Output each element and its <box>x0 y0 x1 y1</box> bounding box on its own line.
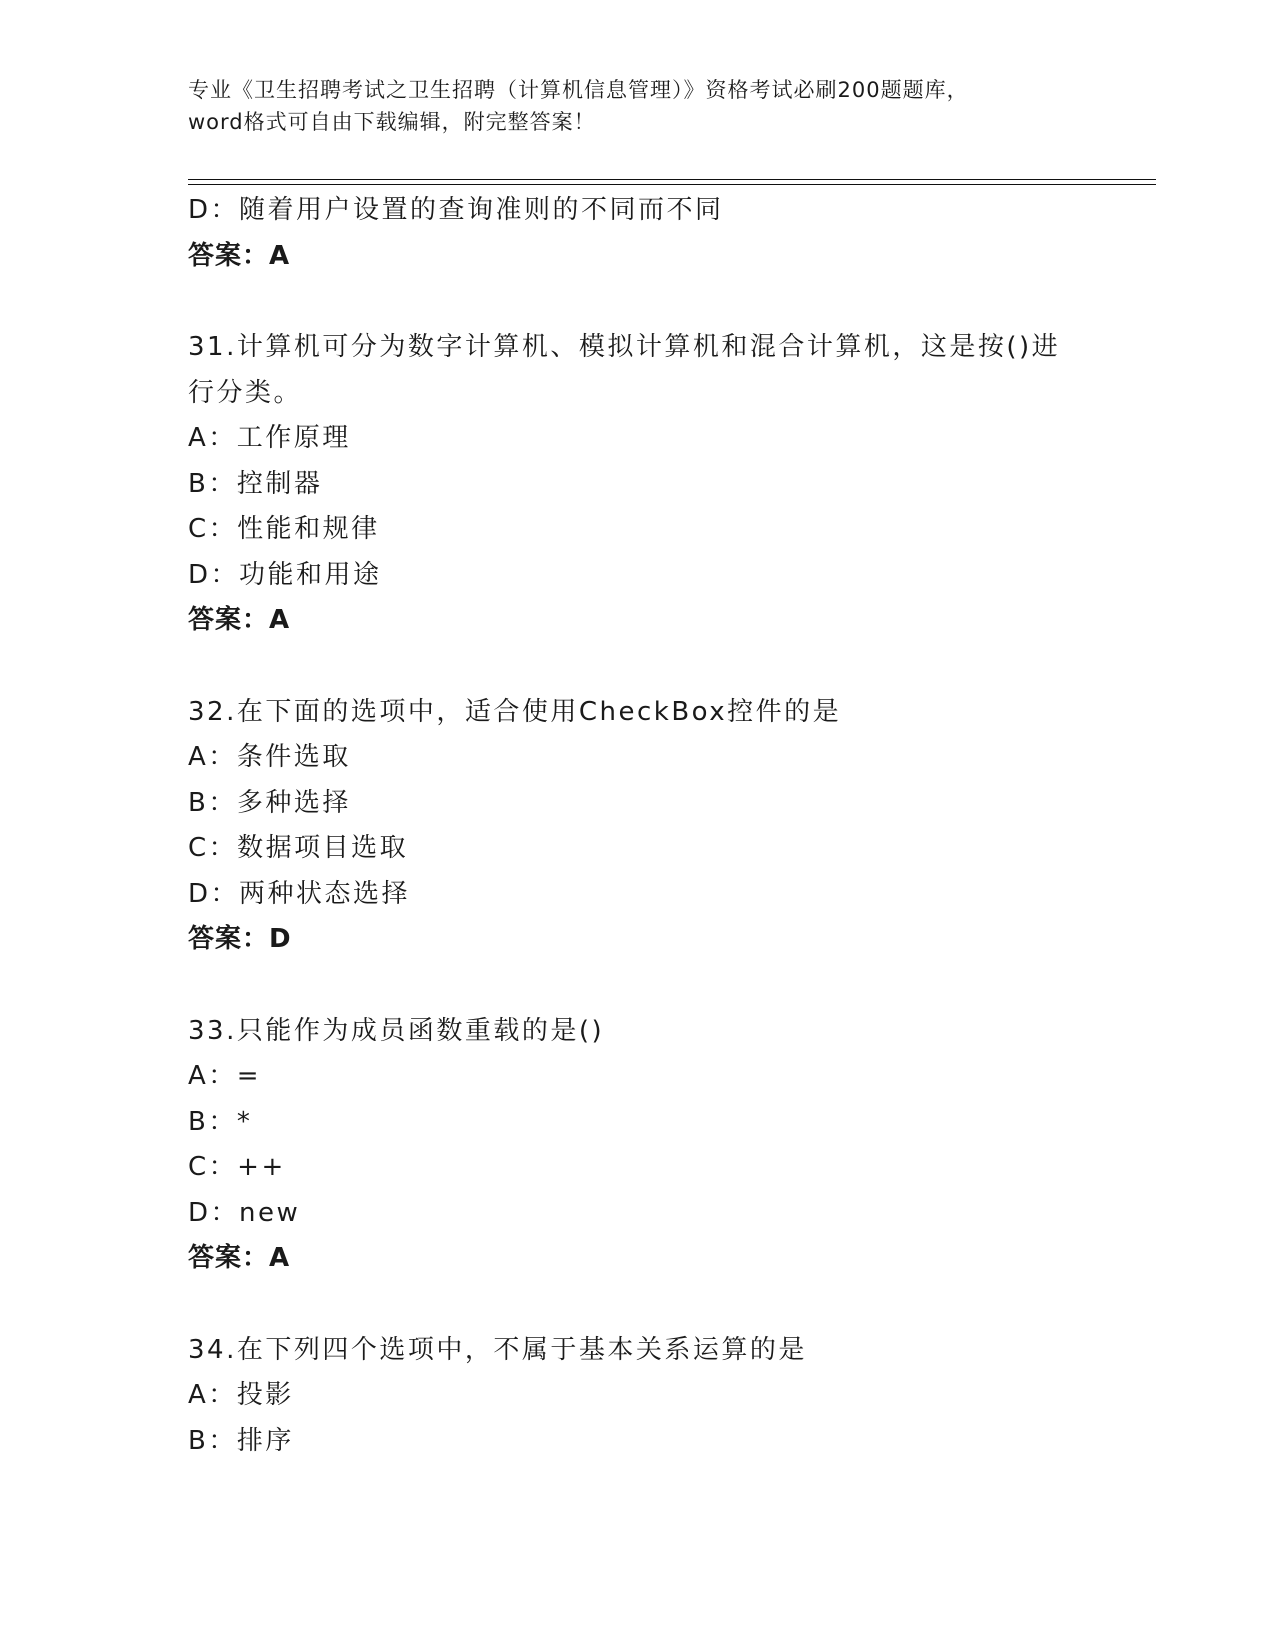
option-b: B：排序 <box>188 1425 294 1456</box>
answer: 答案：A <box>188 1243 291 1273</box>
option-a: A：条件选取 <box>188 742 351 772</box>
question-33 <box>188 1009 1088 1282</box>
prev-question-option-d: D：随着用户设置的查询准则的不同而不同 <box>188 195 724 225</box>
option-c: C：性能和规律 <box>188 514 380 544</box>
document-header <box>188 74 1088 138</box>
header-divider-top <box>188 179 1156 180</box>
question-stem: 31.计算机可分为数字计算机、模拟计算机和混合计算机，这是按()进行分类。 <box>188 332 1061 408</box>
option-a: A：工作原理 <box>188 423 351 453</box>
option-d: D：功能和用途 <box>188 559 382 590</box>
option-c: C：数据项目选取 <box>188 833 409 863</box>
spacer <box>188 279 1088 325</box>
spacer <box>188 644 1088 690</box>
option-b: B：* <box>188 1106 253 1137</box>
spacer <box>188 963 1088 1009</box>
option-a: A：投影 <box>188 1380 294 1410</box>
header-title-line-1: 专业《卫生招聘考试之卫生招聘（计算机信息管理）》资格考试必刷200题题库， <box>188 78 969 102</box>
question-34 <box>188 1328 1088 1465</box>
question-32 <box>188 690 1088 963</box>
question-stem: 33.只能作为成员函数重载的是() <box>188 1015 605 1046</box>
answer: 答案：D <box>188 924 292 954</box>
header-divider-bottom <box>188 184 1156 185</box>
question-stem: 34.在下列四个选项中，不属于基本关系运算的是 <box>188 1334 807 1365</box>
option-c: C：++ <box>188 1152 286 1182</box>
option-b: B：控制器 <box>188 468 323 499</box>
question-stem: 32.在下面的选项中，适合使用CheckBox控件的是 <box>188 696 842 727</box>
question-content <box>188 188 1088 1464</box>
option-d: D：两种状态选择 <box>188 878 411 909</box>
spacer <box>188 1282 1088 1328</box>
answer: 答案：A <box>188 605 291 635</box>
question-31 <box>188 325 1088 644</box>
option-b: B：多种选择 <box>188 787 351 818</box>
option-a: A：= <box>188 1061 262 1091</box>
prev-question-answer: 答案：A <box>188 240 291 271</box>
header-title-line-2: word格式可自由下载编辑，附完整答案！ <box>188 110 596 134</box>
option-d: D：new <box>188 1197 301 1228</box>
